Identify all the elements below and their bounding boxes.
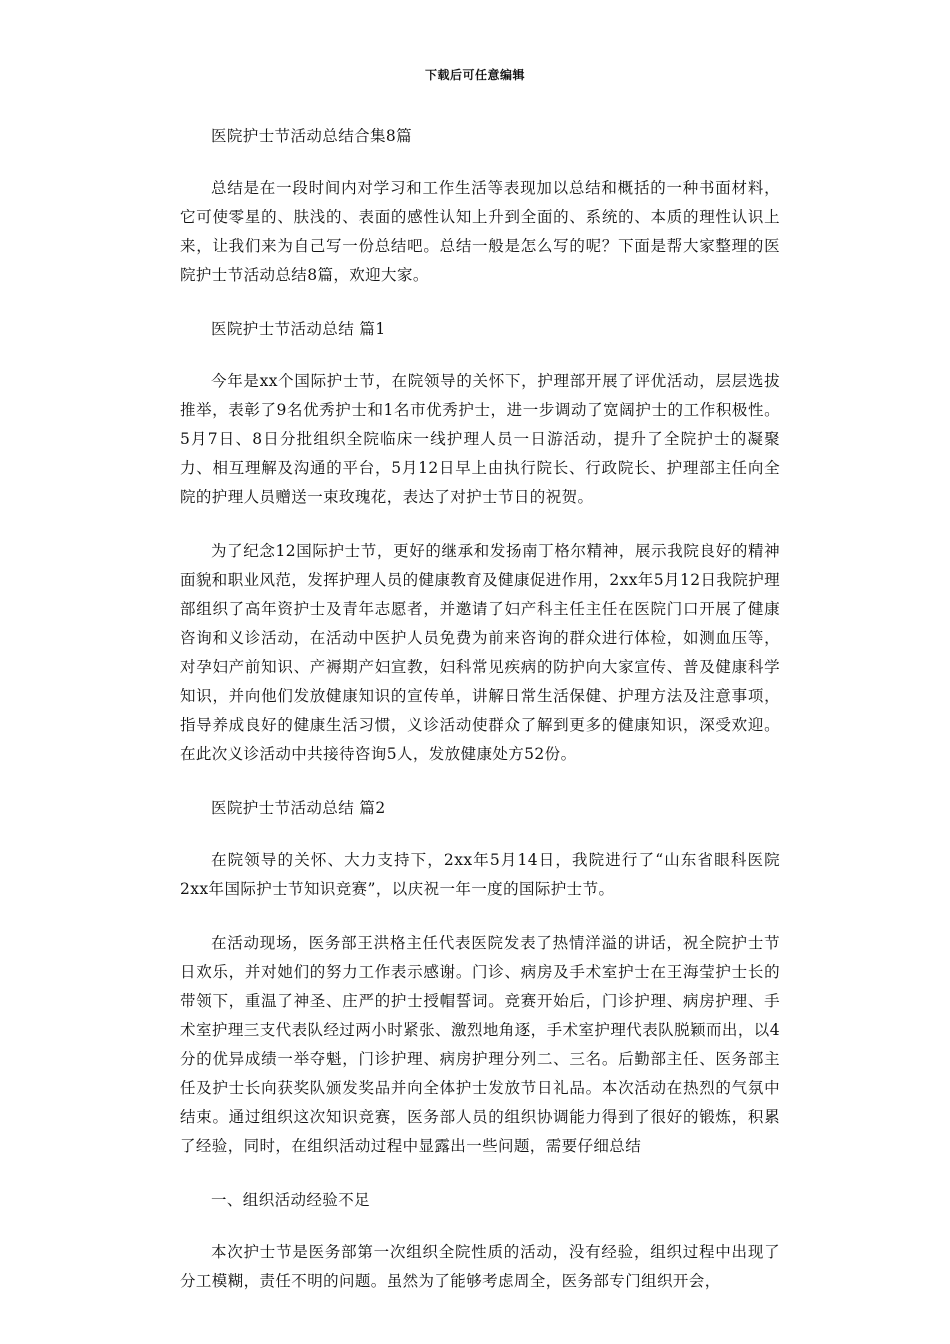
- section-2-paragraph: 在院领导的关怀、大力支持下，2xx年5月14日，我院进行了“山东省眼科医院2xx年国际护士节知识竞赛”，以庆祝一年一度的国际护士节。: [180, 851, 780, 898]
- document-body: [180, 122, 780, 1321]
- section-2-subheading: 一、组织活动经验不足: [211, 1191, 371, 1209]
- section-2-heading: 医院护士节活动总结 篇2: [211, 799, 386, 817]
- section-1-heading: 医院护士节活动总结 篇1: [211, 320, 386, 338]
- section-1-paragraph: 为了纪念12国际护士节，更好的继承和发扬南丁格尔精神，展示我院良好的精神面貌和职业风范，发挥护理人员的健康教育及健康促进作用，2xx年5月12日我院护理部组织了高年资护士及青年志愿者，并邀请了妇产科主任主任在医院门口开展了健康咨询和义诊活动，在活动中医护人员免费为前来咨询的群众进行体检，如测血压等，对孕妇产前知识、产褥期产妇宣教，妇科常见疾病的防护向大家宣传、普及健康科学知识，并向他们发放健康知识的宣传单，讲解日常生活保健、护理方法及注意事项，指导养成良好的健康生活习惯，义诊活动使群众了解到更多的健康知识，深受欢迎。在此次义诊活动中共接待咨询5人，发放健康处方52份。: [180, 542, 780, 763]
- section-2-sub-paragraph: 本次护士节是医务部第一次组织全院性质的活动，没有经验，组织过程中出现了分工模糊，责任不明的问题。虽然为了能够考虑周全，医务部专门组织开会，: [180, 1243, 780, 1290]
- section-2-paragraph: 在活动现场，医务部王洪格主任代表医院发表了热情洋溢的讲话，祝全院护士节日欢乐，并对她们的努力工作表示感谢。门诊、病房及手术室护士在王海莹护士长的带领下，重温了神圣、庄严的护士授帽誓词。竞赛开始后，门诊护理、病房护理、手术室护理三支代表队经过两小时紧张、激烈地角逐，手术室护理代表队脱颖而出，以4分的优异成绩一举夺魁，门诊护理、病房护理分列二、三名。后勤部主任、医务部主任及护士长向获奖队颁发奖品并向全体护士发放节日礼品。本次活动在热烈的气氛中结束。通过组织这次知识竞赛，医务部人员的组织协调能力得到了很好的锻炼，积累了经验，同时，在组织活动过程中显露出一些问题，需要仔细总结: [180, 934, 780, 1155]
- section-1-paragraph: 今年是xx个国际护士节，在院领导的关怀下，护理部开展了评优活动，层层选拔推举，表彰了9名优秀护士和1名市优秀护士，进一步调动了宽阔护士的工作积极性。5月7日、8日分批组织全院临床一线护理人员一日游活动，提升了全院护士的凝聚力、相互理解及沟通的平台，5月12日早上由执行院长、行政院长、护理部主任向全院的护理人员赠送一束玫瑰花，表达了对护士节日的祝贺。: [180, 372, 780, 506]
- document-title: 医院护士节活动总结合集8篇: [211, 127, 413, 145]
- download-note: 下载后可任意编辑: [424, 68, 525, 82]
- intro-paragraph: 总结是在一段时间内对学习和工作生活等表现加以总结和概括的一种书面材料，它可使零星的、肤浅的、表面的感性认知上升到全面的、系统的、本质的理性认识上来，让我们来为自己写一份总结吧。总结一般是怎么写的呢？下面是帮大家整理的医院护士节活动总结8篇，欢迎大家。: [180, 179, 780, 284]
